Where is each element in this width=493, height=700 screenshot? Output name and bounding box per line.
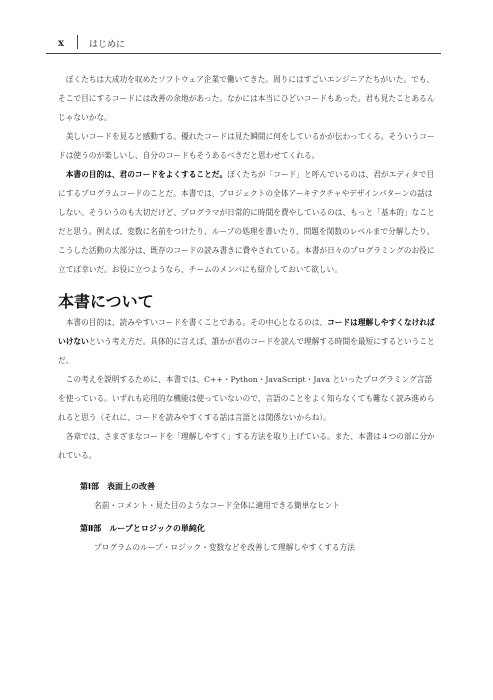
chapter-title: はじめに	[89, 40, 126, 50]
about-p1-after: という考え方だ。具体的に言えば、誰かが君のコードを読んで理解する時間を最短にするということだ。	[58, 337, 435, 365]
part-name: 表面上の改善	[106, 482, 155, 491]
part-number: 第Ⅰ部	[80, 482, 99, 491]
part-number: 第Ⅱ部	[80, 524, 102, 533]
about-p1-before: 本書の目的は、読みやすいコードを書くことである。その中心となるのは、	[65, 318, 328, 327]
part-name: ループとロジックの単純化	[109, 524, 205, 533]
running-header	[46, 33, 441, 54]
part-title	[80, 519, 438, 538]
part-description: 名前・コメント・見た目のようなコード全体に適用できる簡単なヒント	[94, 501, 341, 510]
intro-paragraph-3-text: ぼくたちが「コード」と呼んでいるのは、君がエディタで目にするプログラムコードのことだ。本書では、プロジェクトの全体アーキテクチャやデザインパターンの話はしない。そういうのも大切だけど、プログラマが日常的に時間を費やしているのは、もっと「基本的」なことだと思う。例えば、変数に名前をつけたり、ループの処理を書いたり、問題を関数のレベルまで分解したり。こうした活動の大部分は、既存のコードの読み書きに費やされている。本書が日々のプログラミングのお役に立てば幸いだ。お役に立つようなら、チームのメンバにも紹介しておいて欲しい。	[58, 170, 435, 274]
page-body	[58, 70, 438, 557]
part-item	[58, 519, 438, 557]
about-paragraph-3: 各章では、さまざまなコードを「理解しやすく」する方法を取り上げている。また、本書は４つの部に分かれている。	[58, 432, 435, 460]
intro-paragraph-3	[58, 165, 438, 279]
intro-paragraph-2: 美しいコードを見ると感動する。優れたコードは見た瞬間に何をしているかが伝わってくる。そういうコードは使うのが楽しいし、自分のコードもそうあるべきだと思わせてくれる。	[58, 132, 435, 160]
header-separator	[77, 35, 78, 49]
part-item	[58, 477, 438, 515]
section-title-about: 本書について	[58, 292, 154, 311]
part-description: プログラムのループ・ロジック・変数などを改善して理解しやすくする方法	[94, 543, 355, 552]
purpose-statement: 本書の目的は、君のコードをよくすることだ。	[65, 170, 228, 179]
about-paragraph-1	[58, 313, 438, 370]
key-principle: コードは理解しやすくなければいけない	[58, 318, 435, 346]
page-number: x	[58, 38, 64, 49]
about-paragraph-2: この考えを説明するために、本書では、C++・Python・JavaScript・Java といったプログラミング言語を使っている。いずれも応用的な機能は使っていないので、言語のことをよく知らなくても難なく読み進められると思う（それに、コードを読みやすくする話は言語とは関係ないからね）。	[58, 375, 435, 422]
intro-paragraph-1: ぼくたちは大成功を収めたソフトウェア企業で働いてきた。周りにはすごいエンジニアたちがいた。でも、そこで目にするコードには改善の余地があった。なかには本当にひどいコードもあった。君も見たことあるんじゃないかな。	[58, 75, 435, 122]
part-title	[80, 477, 438, 496]
